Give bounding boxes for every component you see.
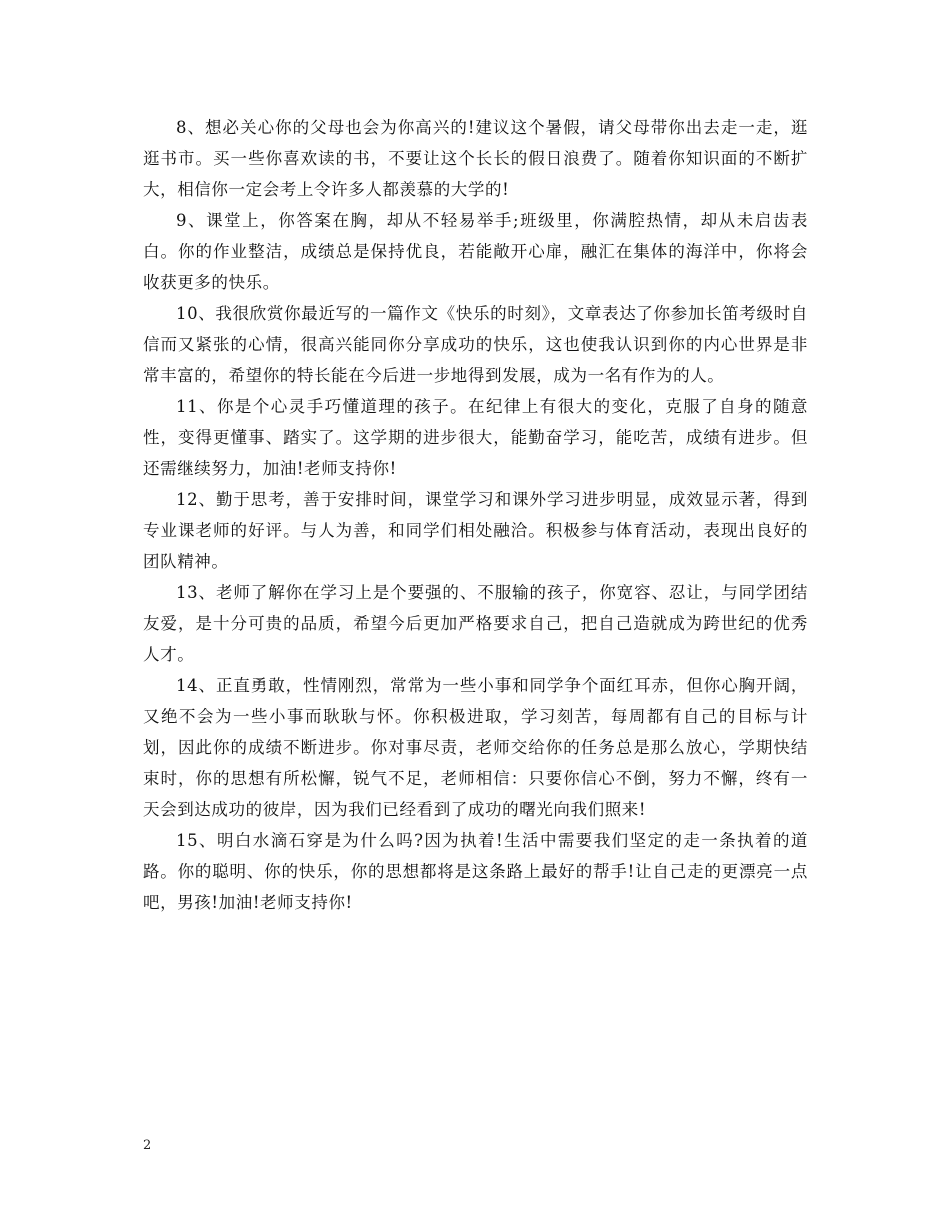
paragraph-10: 10、我很欣赏你最近写的一篇作文《快乐的时刻》，文章表达了你参加长笛考级时自信而又紧张的心情，很高兴能同你分享成功的快乐，这也使我认识到你的内心世界是非常丰富的，希望你的特长能在今后进一步地得到发展，成为一名有作为的人。 xyxy=(143,304,808,385)
paragraph-9: 9、课堂上，你答案在胸，却从不轻易举手;班级里，你满腔热情，却从未启齿表白。你的作业整洁，成绩总是保持优良，若能敞开心扉，融汇在集体的海洋中，你将会收获更多的快乐。 xyxy=(143,211,808,292)
document-body xyxy=(143,112,808,918)
paragraph-14: 14、正直勇敢，性情刚烈，常常为一些小事和同学争个面红耳赤，但你心胸开阔，又绝不会为一些小事而耿耿与怀。你积极进取，学习刻苦，每周都有自己的目标与计划，因此你的成绩不断进步。你对事尽责，老师交给你的任务总是那么放心，学期快结束时，你的思想有所松懈，锐气不足，老师相信：只要你信心不倒，努力不懈，终有一天会到达成功的彼岸，因为我们已经看到了成功的曙光向我们照来! xyxy=(143,676,808,819)
paragraph-8: 8、想必关心你的父母也会为你高兴的!建议这个暑假，请父母带你出去走一走，逛逛书市。买一些你喜欢读的书，不要让这个长长的假日浪费了。随着你知识面的不断扩大，相信你一定会考上令许多人都羡慕的大学的! xyxy=(143,118,808,199)
paragraph-13: 13、老师了解你在学习上是个要强的、不服输的孩子，你宽容、忍让，与同学团结友爱，是十分可贵的品质，希望今后更加严格要求自己，把自己造就成为跨世纪的优秀人才。 xyxy=(143,583,808,664)
paragraph-15: 15、明白水滴石穿是为什么吗?因为执着!生活中需要我们坚定的走一条执着的道路。你的聪明、你的快乐，你的思想都将是这条路上最好的帮手!让自己走的更漂亮一点吧，男孩!加油!老师支持你! xyxy=(143,831,808,912)
page-number: 2 xyxy=(143,1138,152,1153)
paragraph-11: 11、你是个心灵手巧懂道理的孩子。在纪律上有很大的变化，克服了自身的随意性，变得更懂事、踏实了。这学期的进步很大，能勤奋学习，能吃苦，成绩有进步。但还需继续努力，加油!老师支持你! xyxy=(143,397,808,478)
paragraph-12: 12、勤于思考，善于安排时间，课堂学习和课外学习进步明显，成效显示著，得到专业课老师的好评。与人为善，和同学们相处融洽。积极参与体育活动，表现出良好的团队精神。 xyxy=(143,490,808,571)
